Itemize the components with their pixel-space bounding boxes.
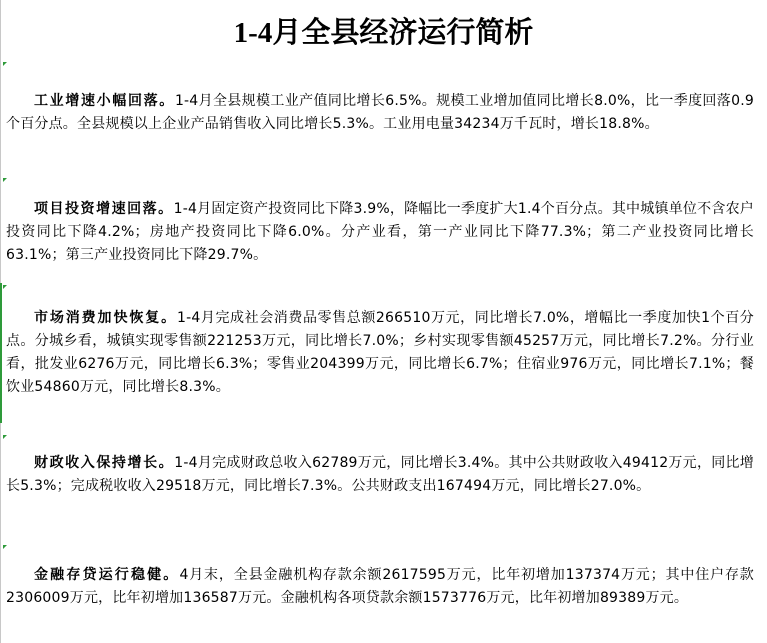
section-body: 1-4月完成社会消费品零售总额266510万元，同比增长7.0%，增幅比一季度加快1个百分点。分城乡看，城镇实现零售额221253万元，同比增长7.0%；乡村实现零售额45257万元，同比增长7.2%。分行业看，批发业6276万元，同比增长6.3%；零售业204399万元，同比增长6.7%；住宿业976万元，同比增长7.1%；餐饮业54860万元，同比增长8.3%。	[6, 310, 754, 395]
paragraph-marker-icon	[3, 435, 7, 439]
section-heading: 项目投资增速回落。	[34, 201, 174, 217]
section-industry	[6, 90, 754, 136]
section-body: 1-4月完成财政总收入62789万元，同比增长3.4%。其中公共财政收入49412万元，同比增长5.3%；完成税收收入29518万元，同比增长7.3%。公共财政支出167494万元，同比增长27.0%。	[6, 455, 755, 494]
section-body: 4月末，全县金融机构存款余额2617595万元，比年初增加137374万元；其中住户存款2306009万元，比年初增加136587万元。金融机构各项贷款余额1573776万元，比年初增加89389万元。	[6, 567, 755, 606]
document-title: 1-4月全县经济运行简析	[233, 17, 534, 49]
section-heading: 金融存贷运行稳健。	[34, 567, 180, 583]
paragraph-marker-icon	[3, 285, 7, 289]
section-body: 1-4月全县规模工业产值同比增长6.5%。规模工业增加值同比增长8.0%，比一季度回落0.9个百分点。全县规模以上企业产品销售收入同比增长5.3%。工业用电量34234万千瓦时，增长18.8%。	[6, 93, 755, 132]
section-fiscal	[6, 452, 754, 498]
left-margin-highlight	[0, 283, 2, 423]
section-body: 1-4月固定资产投资同比下降3.9%，降幅比一季度扩大1.4个百分点。其中城镇单位不含农户投资同比下降4.2%；房地产投资同比下降6.0%。分产业看，第一产业同比下降77.3%；第二产业投资同比增长63.1%；第三产业投资同比下降29.7%。	[6, 201, 754, 263]
section-heading: 财政收入保持增长。	[34, 455, 175, 471]
section-investment	[6, 198, 754, 267]
section-heading: 市场消费加快恢复。	[34, 310, 177, 326]
paragraph-marker-icon	[3, 178, 7, 182]
paragraph-marker-icon	[3, 62, 7, 66]
paragraph-marker-icon	[3, 545, 7, 549]
section-consumption	[6, 307, 754, 399]
section-heading: 工业增速小幅回落。	[34, 93, 175, 109]
section-finance	[6, 564, 754, 610]
